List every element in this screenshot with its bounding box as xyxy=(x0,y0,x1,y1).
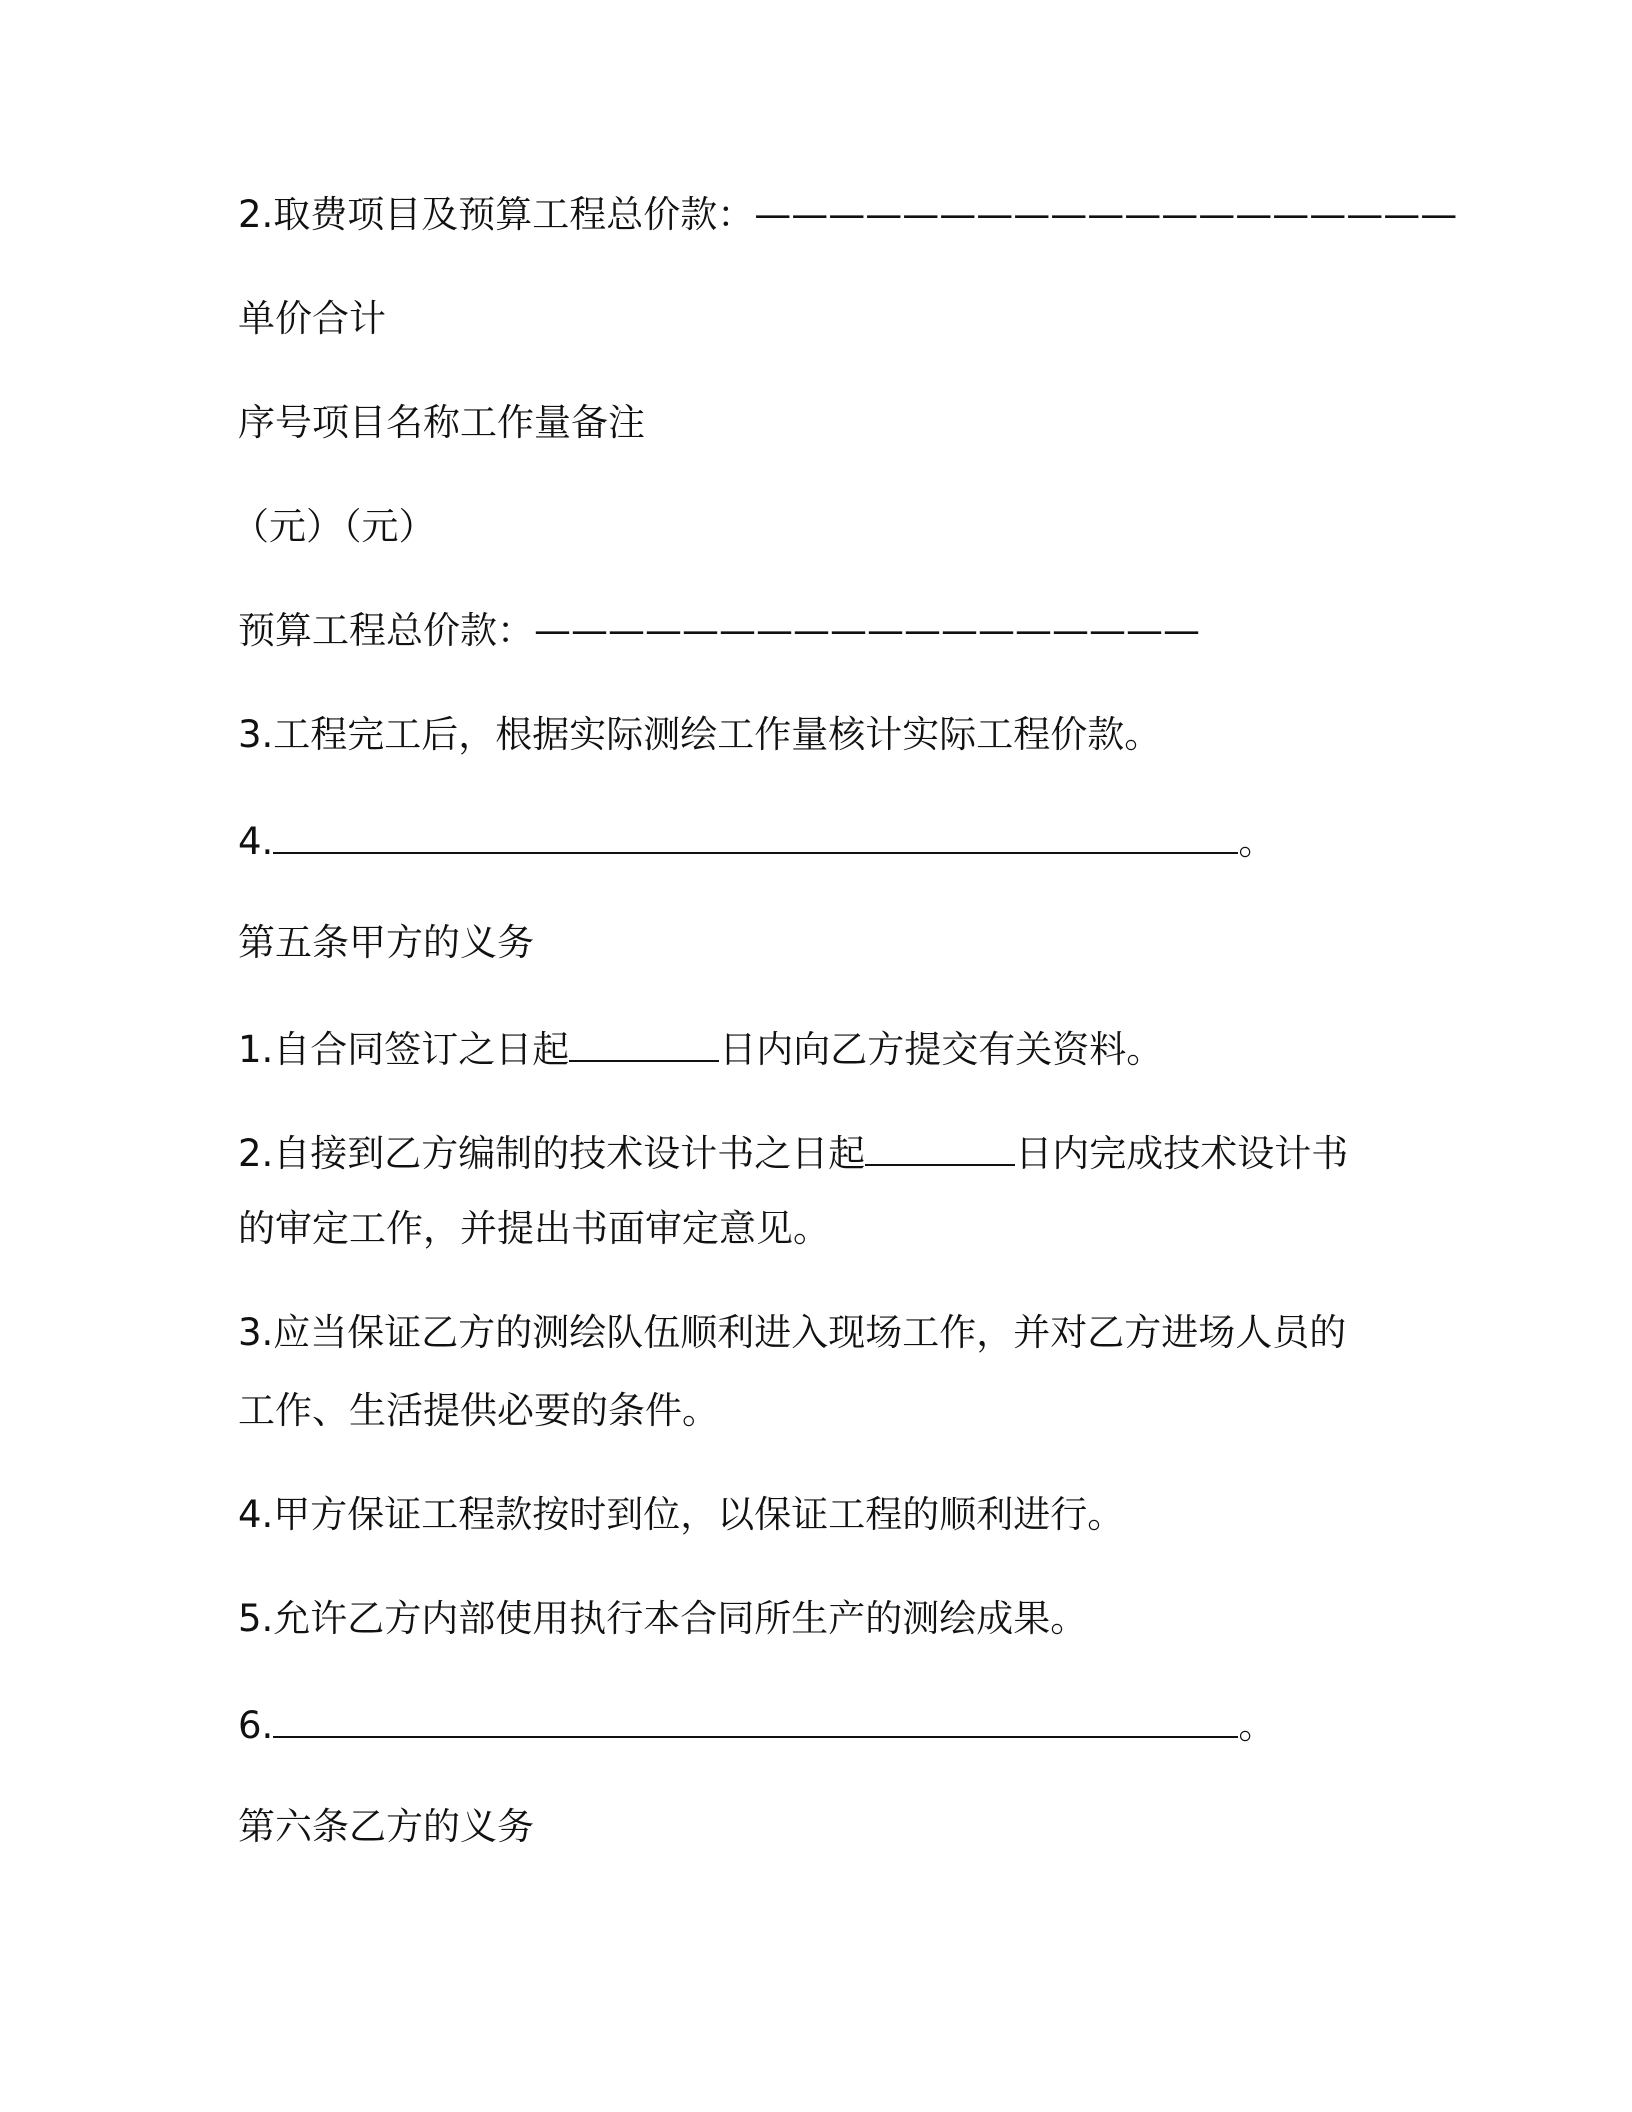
duty-2-suffix: 日内完成技术设计书 xyxy=(1015,1132,1349,1175)
duty-1-days-blank xyxy=(569,1022,719,1062)
duty-6-end: 。 xyxy=(1238,1704,1276,1747)
duty-1-suffix: 日内向乙方提交有关资料。 xyxy=(719,1028,1164,1071)
duty-2-continuation: 的审定工作，并提出书面审定意见。 xyxy=(238,1207,830,1250)
duty-1-prefix: 1.自合同签订之日起 xyxy=(238,1028,570,1071)
duty-4-line: 4.甲方保证工程款按时到位，以保证工程的顺利进行。 xyxy=(238,1493,1125,1536)
clause-4-line xyxy=(238,814,1275,867)
duty-3-continuation: 工作、生活提供必要的条件。 xyxy=(238,1389,719,1432)
unit-price-total-heading: 单价合计 xyxy=(238,297,386,340)
clause-4-blank xyxy=(273,814,1238,854)
duty-2-days-blank xyxy=(865,1126,1015,1166)
table-header-line: 序号项目名称工作量备注 xyxy=(238,401,645,444)
clause-4-number: 4. xyxy=(238,820,274,863)
article-5-heading: 第五条甲方的义务 xyxy=(238,921,534,964)
budget-total-line: 预算工程总价款：—————————————————— xyxy=(238,609,1200,652)
duty-3-line: 3.应当保证乙方的测绘队伍顺利进入现场工作，并对乙方进场人员的 xyxy=(238,1311,1347,1354)
article-6-heading: 第六条乙方的义务 xyxy=(238,1805,534,1848)
currency-unit-line: （元）（元） xyxy=(232,505,436,548)
clause-4-end: 。 xyxy=(1238,820,1276,863)
duty-2-line xyxy=(238,1126,1348,1179)
duty-1-line xyxy=(238,1022,1163,1075)
duty-2-prefix: 2.自接到乙方编制的技术设计书之日起 xyxy=(238,1132,866,1175)
duty-6-line xyxy=(238,1698,1275,1751)
fee-items-total-line: 2.取费项目及预算工程总价款：——————————————————— xyxy=(238,193,1458,236)
duty-6-number: 6. xyxy=(238,1704,274,1747)
duty-6-blank xyxy=(273,1698,1238,1738)
duty-5-line: 5.允许乙方内部使用执行本合同所生产的测绘成果。 xyxy=(238,1597,1088,1640)
clause-3-line: 3.工程完工后，根据实际测绘工作量核计实际工程价款。 xyxy=(238,713,1162,756)
